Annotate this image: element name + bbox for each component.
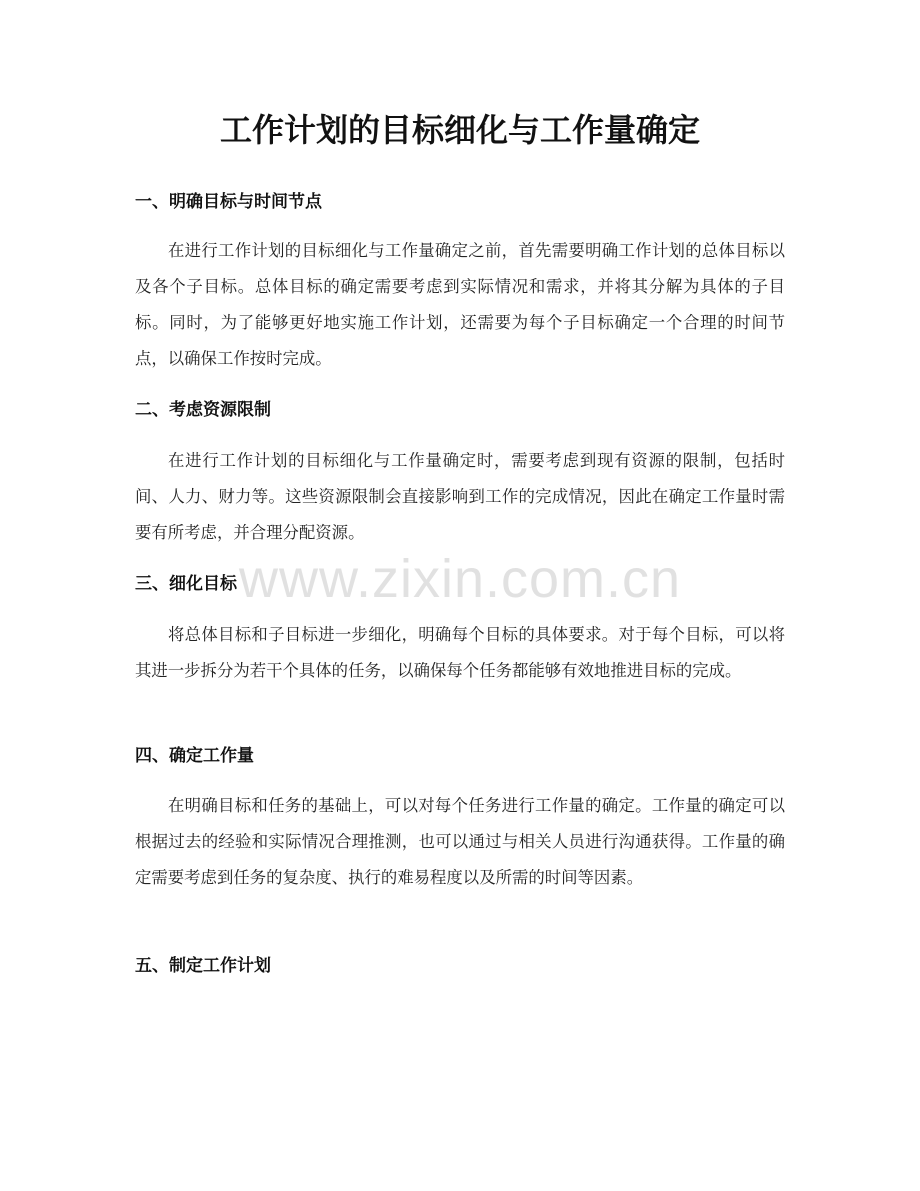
- watermark: www.zixin.com.cn: [238, 549, 682, 609]
- section-heading-2: 二、考虑资源限制: [135, 400, 271, 420]
- section-heading-5: 五、制定工作计划: [135, 956, 271, 976]
- section-paragraph-1: 在进行工作计划的目标细化与工作量确定之前，首先需要明确工作计划的总体目标以及各个子目标。总体目标的确定需要考虑到实际情况和需求，并将其分解为具体的子目标。同时，为了能够更好地实施工作计划，还需要为每个子目标确定一个合理的时间节点，以确保工作按时完成。: [135, 241, 785, 368]
- section-heading-3: 三、细化目标: [135, 574, 237, 594]
- section-heading-1: 一、明确目标与时间节点: [135, 192, 322, 212]
- section-paragraph-3: 将总体目标和子目标进一步细化，明确每个目标的具体要求。对于每个目标，可以将其进一步拆分为若干个具体的任务，以确保每个任务都能够有效地推进目标的完成。: [135, 625, 785, 680]
- section-paragraph-4: 在明确目标和任务的基础上，可以对每个任务进行工作量的确定。工作量的确定可以根据过去的经验和实际情况合理推测，也可以通过与相关人员进行沟通获得。工作量的确定需要考虑到任务的复杂度、执行的难易程度以及所需的时间等因素。: [135, 796, 785, 887]
- section-paragraph-2: 在进行工作计划的目标细化与工作量确定时，需要考虑到现有资源的限制，包括时间、人力、财力等。这些资源限制会直接影响到工作的完成情况，因此在确定工作量时需要有所考虑，并合理分配资源。: [135, 451, 785, 542]
- section-heading-4: 四、确定工作量: [135, 746, 254, 766]
- document-title: 工作计划的目标细化与工作量确定: [219, 111, 700, 149]
